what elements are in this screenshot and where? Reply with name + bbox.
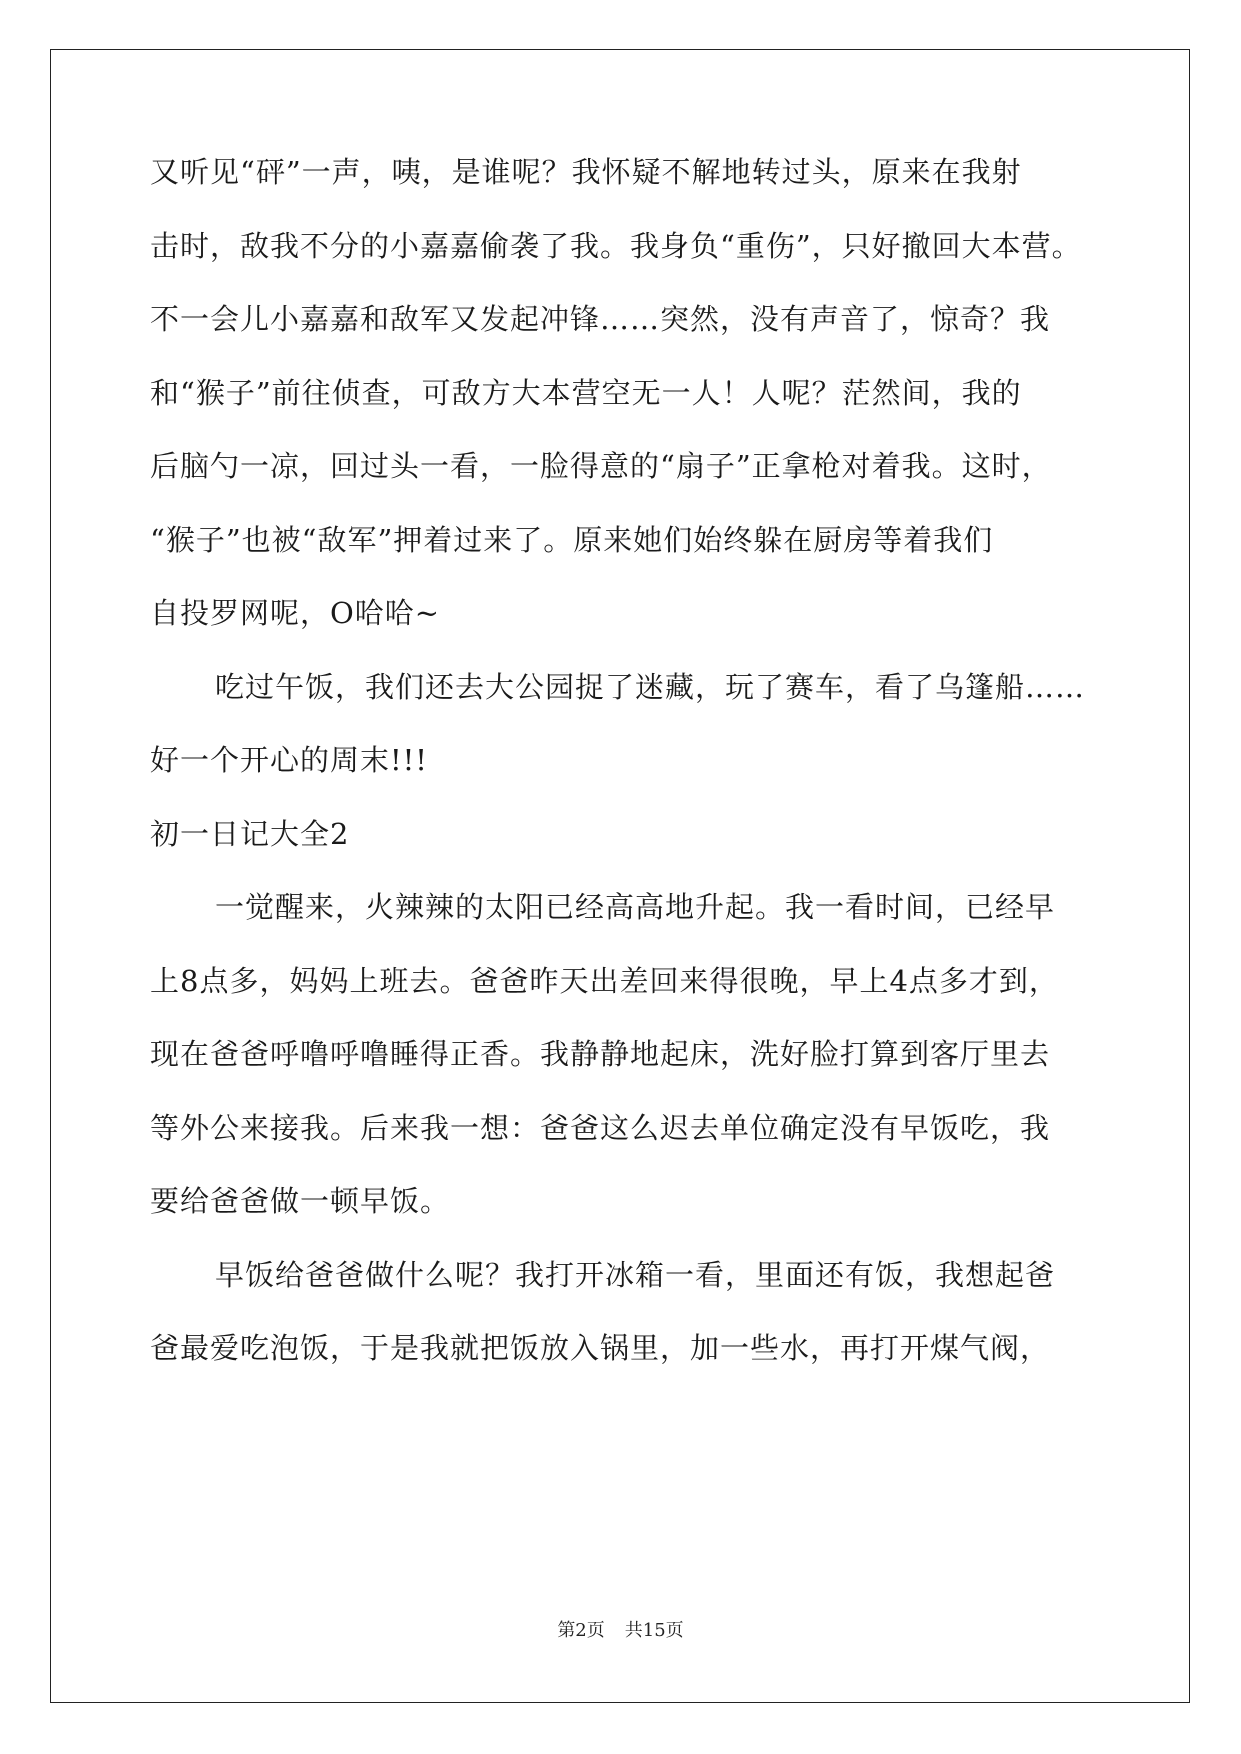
total-pages: 共15页 xyxy=(624,1620,684,1641)
paragraph-line: 等外公来接我。后来我一想：爸爸这么迟去单位确定没有早饭吃，我 xyxy=(150,1111,1051,1145)
section-heading: 初一日记大全2 xyxy=(150,817,350,851)
paragraph-line: 又听见“砰”一声，咦，是谁呢？我怀疑不解地转过头，原来在我射 xyxy=(150,155,1022,189)
paragraph-line: 自投罗网呢，O哈哈~ xyxy=(150,596,441,630)
paragraph-line: 击时，敌我不分的小嘉嘉偷袭了我。我身负“重伤”，只好撤回大本营。 xyxy=(150,229,1082,263)
paragraph-line: 一觉醒来，火辣辣的太阳已经高高地升起。我一看时间，已经早 xyxy=(215,890,1056,924)
paragraph-line: 吃过午饭，我们还去大公园捉了迷藏，玩了赛车，看了乌篷船…… xyxy=(215,670,1086,704)
page-footer xyxy=(0,1616,1241,1642)
paragraph-line: 上8点多，妈妈上班去。爸爸昨天出差回来得很晚，早上4点多才到， xyxy=(150,964,1059,998)
paragraph-line: “猴子”也被“敌军”押着过来了。原来她们始终躲在厨房等着我们 xyxy=(150,523,994,557)
paragraph-line: 要给爸爸做一顿早饭。 xyxy=(150,1184,451,1218)
paragraph-line: 早饭给爸爸做什么呢？我打开冰箱一看，里面还有饭，我想起爸 xyxy=(215,1258,1056,1292)
current-page-number: 第2页 xyxy=(557,1620,605,1641)
paragraph-line: 和“猴子”前往侦查，可敌方大本营空无一人！人呢？茫然间，我的 xyxy=(150,376,1022,410)
paragraph-line: 现在爸爸呼噜呼噜睡得正香。我静静地起床，洗好脸打算到客厅里去 xyxy=(150,1037,1051,1071)
page-border xyxy=(50,49,1190,1703)
paragraph-line: 爸最爱吃泡饭，于是我就把饭放入锅里，加一些水，再打开煤气阀， xyxy=(150,1331,1051,1365)
paragraph-line: 好一个开心的周末!!! xyxy=(150,743,428,777)
paragraph-line: 不一会儿小嘉嘉和敌军又发起冲锋……突然，没有声音了，惊奇？我 xyxy=(150,302,1051,336)
paragraph-line: 后脑勺一凉，回过头一看，一脸得意的“扇子”正拿枪对着我。这时， xyxy=(150,449,1052,483)
